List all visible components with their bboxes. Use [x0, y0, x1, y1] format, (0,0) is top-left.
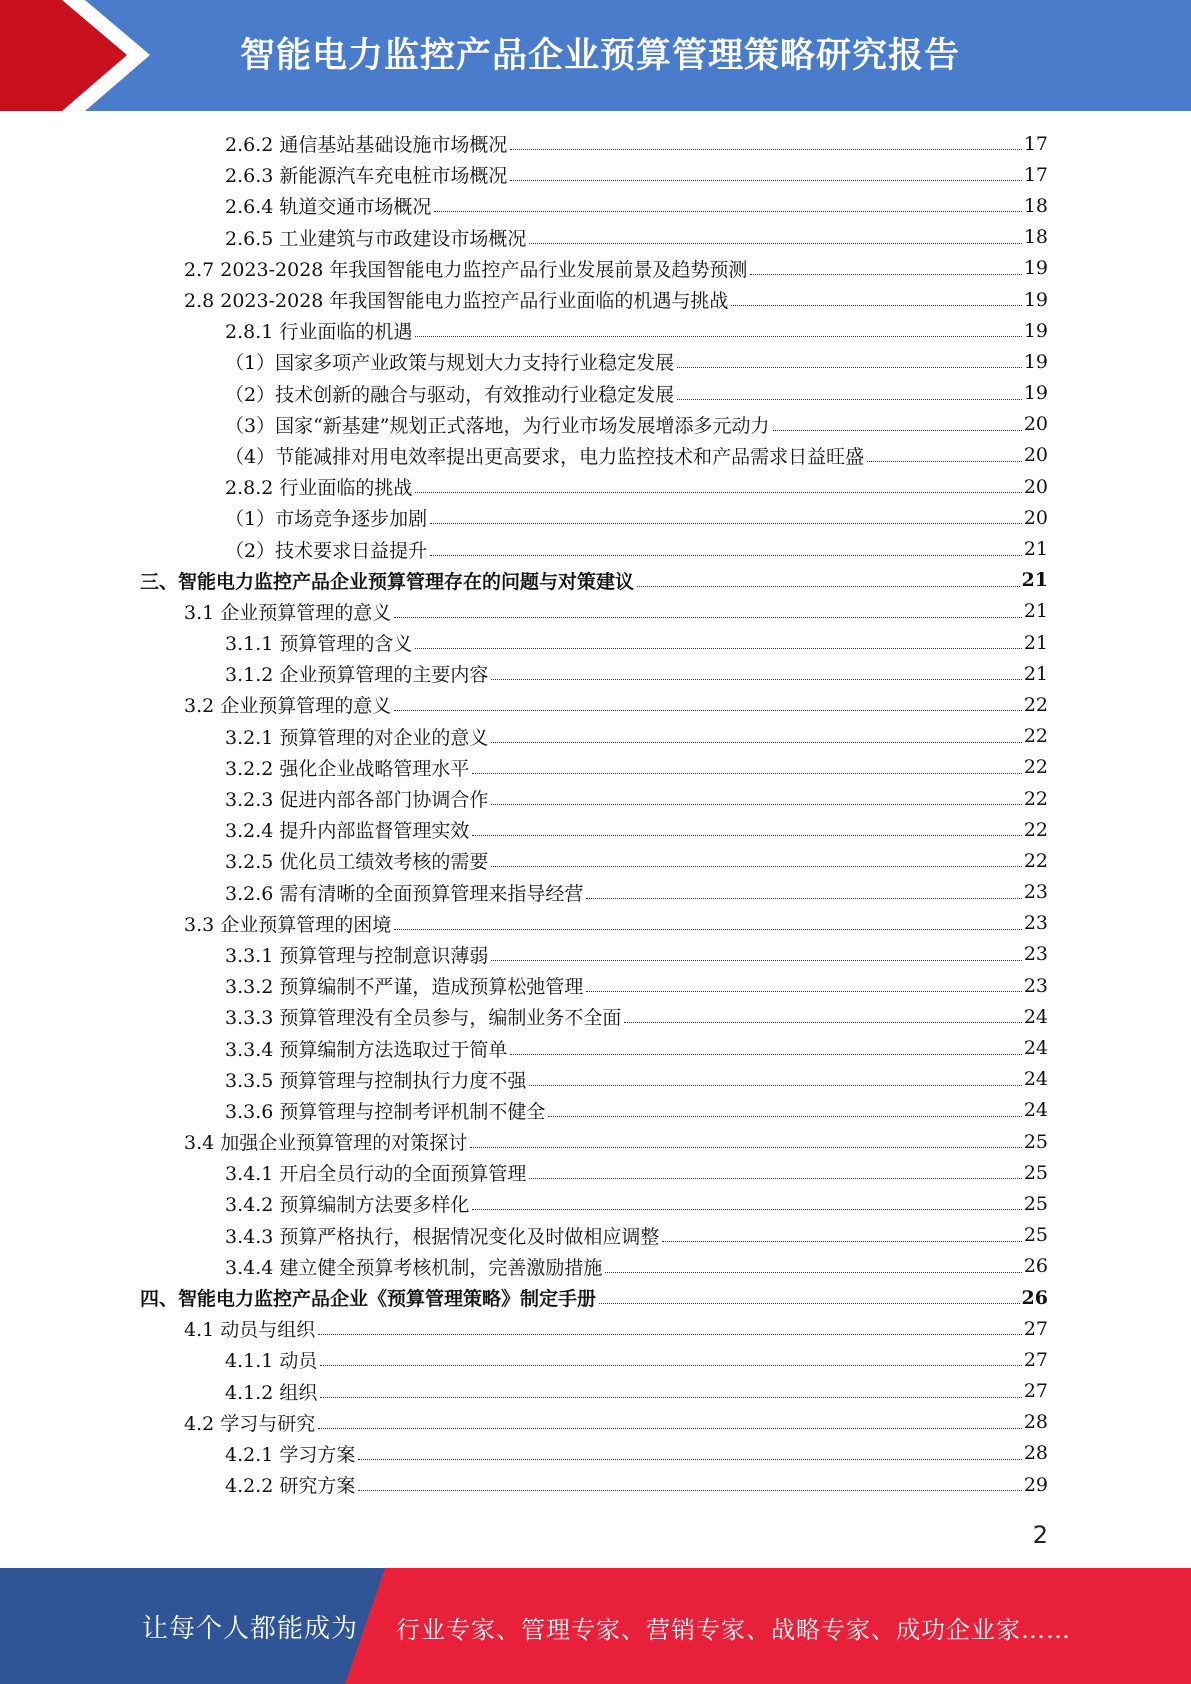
toc-entry[interactable]	[140, 1095, 1048, 1126]
toc-entry[interactable]	[140, 1313, 1048, 1344]
toc-entry-page: 24	[1023, 1068, 1048, 1091]
page-footer	[0, 1568, 1191, 1684]
toc-entry[interactable]	[140, 128, 1048, 159]
toc-entry-title: 2.8 2023-2028 年我国智能电力监控产品行业面临的机遇与挑战	[184, 286, 728, 313]
toc-dot-leader	[491, 679, 1021, 680]
toc-entry[interactable]	[140, 939, 1048, 970]
toc-entry-page: 21	[1023, 538, 1048, 561]
toc-entry-title: （1）国家多项产业政策与规划大力支持行业稳定发展	[225, 348, 674, 375]
document-title: 智能电力监控产品企业预算管理策略研究报告	[240, 36, 961, 76]
toc-entry-page: 22	[1023, 787, 1048, 810]
toc-dot-leader	[472, 835, 1021, 836]
toc-dot-leader	[415, 492, 1021, 493]
toc-dot-leader	[358, 1490, 1021, 1491]
toc-entry-title: 3.4.1 开启全员行动的全面预算管理	[225, 1159, 526, 1186]
toc-entry[interactable]	[140, 315, 1048, 346]
toc-entry-page: 23	[1023, 943, 1048, 966]
toc-entry-title: 3.3.2 预算编制不严谨，造成预算松弛管理	[225, 972, 583, 999]
toc-entry[interactable]	[140, 627, 1048, 658]
toc-dot-leader	[358, 1459, 1021, 1460]
footer-slogan-left: 让每个人都能成为	[142, 1614, 359, 1644]
toc-entry[interactable]	[140, 1376, 1048, 1407]
toc-entry[interactable]	[140, 253, 1048, 284]
toc-entry-page: 21	[1021, 569, 1048, 592]
toc-entry[interactable]	[140, 1438, 1048, 1469]
toc-entry-page: 23	[1023, 974, 1048, 997]
toc-entry[interactable]	[140, 1251, 1048, 1282]
toc-entry-title: 4.1.2 组织	[225, 1378, 317, 1405]
toc-entry[interactable]	[140, 222, 1048, 253]
toc-dot-leader	[415, 336, 1021, 337]
toc-dot-leader	[430, 555, 1022, 556]
toc-entry-page: 27	[1023, 1317, 1048, 1340]
toc-entry-page: 25	[1023, 1224, 1048, 1247]
toc-entry-title: 3.1 企业预算管理的意义	[184, 598, 391, 625]
toc-dot-leader	[773, 430, 1022, 431]
toc-entry[interactable]	[140, 877, 1048, 908]
toc-entry[interactable]	[140, 1001, 1048, 1032]
toc-entry-title: 4.2.1 学习方案	[225, 1440, 355, 1467]
toc-dot-leader	[320, 1365, 1021, 1366]
toc-entry-page: 25	[1023, 1130, 1048, 1153]
toc-entry-title: 3.3 企业预算管理的困境	[184, 910, 391, 937]
toc-entry-page: 22	[1023, 756, 1048, 779]
toc-entry[interactable]	[140, 1064, 1048, 1095]
toc-dot-leader	[510, 149, 1021, 150]
toc-dot-leader	[548, 1116, 1021, 1117]
toc-dot-leader	[731, 305, 1021, 306]
toc-dot-leader	[662, 1241, 1021, 1242]
toc-entry[interactable]	[140, 190, 1048, 221]
toc-entry[interactable]	[140, 970, 1048, 1001]
toc-entry-page: 19	[1023, 319, 1048, 342]
toc-dot-leader	[394, 710, 1022, 711]
toc-entry-title: 3.3.5 预算管理与控制执行力度不强	[225, 1066, 526, 1093]
toc-entry-title: 2.7 2023-2028 年我国智能电力监控产品行业发展前景及趋势预测	[184, 255, 747, 282]
toc-entry-page: 20	[1023, 475, 1048, 498]
toc-entry-page: 28	[1023, 1442, 1048, 1465]
toc-entry-page: 20	[1023, 444, 1048, 467]
toc-entry-page: 26	[1021, 1286, 1048, 1309]
toc-entry[interactable]	[140, 689, 1048, 720]
toc-entry[interactable]	[140, 596, 1048, 627]
footer-slogan-right: 行业专家、管理专家、营销专家、战略专家、成功企业家……	[396, 1616, 1071, 1644]
toc-entry-page: 27	[1023, 1380, 1048, 1403]
toc-entry-title: 3.3.4 预算编制方法选取过于简单	[225, 1035, 507, 1062]
toc-entry-page: 18	[1023, 226, 1048, 249]
toc-dot-leader	[677, 367, 1022, 368]
toc-entry[interactable]	[140, 159, 1048, 190]
toc-dot-leader	[529, 243, 1021, 244]
toc-entry-title: 4.1.1 动员	[225, 1346, 317, 1373]
toc-entry[interactable]	[140, 565, 1048, 596]
toc-entry-page: 17	[1023, 163, 1048, 186]
toc-entry-title: 2.8.1 行业面临的机遇	[225, 317, 412, 344]
toc-entry[interactable]	[140, 284, 1048, 315]
toc-entry[interactable]	[140, 1126, 1048, 1157]
toc-entry[interactable]	[140, 1032, 1048, 1063]
toc-entry-page: 24	[1023, 1099, 1048, 1122]
toc-entry-page: 19	[1023, 350, 1048, 373]
toc-entry-page: 22	[1023, 818, 1048, 841]
toc-entry[interactable]	[140, 1188, 1048, 1219]
toc-dot-leader	[867, 461, 1022, 462]
toc-dot-leader	[510, 180, 1021, 181]
toc-dot-leader	[434, 211, 1021, 212]
toc-entry-page: 19	[1023, 288, 1048, 311]
toc-entry-page: 21	[1023, 600, 1048, 623]
page-header	[0, 0, 1191, 111]
toc-dot-leader	[637, 586, 1020, 587]
toc-entry-title: 3.2.1 预算管理的对企业的意义	[225, 723, 488, 750]
toc-dot-leader	[586, 991, 1021, 992]
toc-entry[interactable]	[140, 1469, 1048, 1500]
toc-entry[interactable]	[140, 658, 1048, 689]
toc-entry-title: 2.6.2 通信基站基础设施市场概况	[225, 130, 507, 157]
toc-entry-title: 2.8.2 行业面临的挑战	[225, 473, 412, 500]
toc-dot-leader	[529, 1085, 1021, 1086]
toc-entry-page: 24	[1023, 1037, 1048, 1060]
toc-entry[interactable]	[140, 533, 1048, 564]
toc-entry-title: 2.6.5 工业建筑与市政建设市场概况	[225, 224, 526, 251]
toc-entry-title: 3.1.2 企业预算管理的主要内容	[225, 660, 488, 687]
toc-dot-leader	[491, 866, 1021, 867]
toc-entry-title: 2.6.3 新能源汽车充电桩市场概况	[225, 161, 507, 188]
toc-dot-leader	[318, 1428, 1022, 1429]
toc-entry[interactable]	[140, 502, 1048, 533]
toc-dot-leader	[472, 1209, 1021, 1210]
toc-entry[interactable]	[140, 1282, 1048, 1313]
toc-entry[interactable]	[140, 409, 1048, 440]
toc-entry-page: 20	[1023, 506, 1048, 529]
toc-entry-page: 24	[1023, 1005, 1048, 1028]
toc-dot-leader	[415, 648, 1021, 649]
toc-entry-page: 19	[1023, 382, 1048, 405]
toc-dot-leader	[491, 960, 1021, 961]
toc-entry-title: 3.4 加强企业预算管理的对策探讨	[184, 1128, 467, 1155]
toc-dot-leader	[624, 1022, 1021, 1023]
toc-entry-title: 四、智能电力监控产品企业《预算管理策略》制定手册	[140, 1284, 596, 1311]
toc-entry[interactable]	[140, 1220, 1048, 1251]
toc-entry-title: 3.2.5 优化员工绩效考核的需要	[225, 847, 488, 874]
toc-entry-page: 22	[1023, 693, 1048, 716]
toc-dot-leader	[586, 898, 1021, 899]
toc-entry-page: 23	[1023, 881, 1048, 904]
toc-dot-leader	[529, 1178, 1021, 1179]
toc-entry[interactable]	[140, 752, 1048, 783]
toc-entry-title: 4.1 动员与组织	[184, 1315, 315, 1342]
toc-entry-title: 3.1.1 预算管理的含义	[225, 629, 412, 656]
toc-entry-title: （2）技术要求日益提升	[225, 536, 427, 563]
toc-entry-title: 4.2.2 研究方案	[225, 1471, 355, 1498]
toc-entry-title: 3.3.3 预算管理没有全员参与，编制业务不全面	[225, 1003, 621, 1030]
toc-entry[interactable]	[140, 1407, 1048, 1438]
toc-entry-page: 21	[1023, 662, 1048, 685]
toc-entry-title: 3.2.6 需有清晰的全面预算管理来指导经营	[225, 879, 583, 906]
toc-dot-leader	[394, 617, 1022, 618]
toc-entry-page: 27	[1023, 1348, 1048, 1371]
toc-entry-page: 21	[1023, 631, 1048, 654]
toc-dot-leader	[430, 523, 1022, 524]
toc-entry-page: 19	[1023, 257, 1048, 280]
toc-entry-title: 三、智能电力监控产品企业预算管理存在的问题与对策建议	[140, 567, 634, 594]
toc-dot-leader	[510, 1054, 1021, 1055]
toc-entry-page: 20	[1023, 413, 1048, 436]
toc-entry-title: 2.6.4 轨道交通市场概况	[225, 192, 431, 219]
toc-entry[interactable]	[140, 378, 1048, 409]
toc-entry-title: （1）市场竞争逐步加剧	[225, 504, 427, 531]
toc-entry-title: 3.2 企业预算管理的意义	[184, 691, 391, 718]
toc-entry-page: 25	[1023, 1192, 1048, 1215]
toc-dot-leader	[599, 1303, 1020, 1304]
toc-entry[interactable]	[140, 814, 1048, 845]
toc-dot-leader	[605, 1272, 1021, 1273]
toc-entry-title: 3.3.1 预算管理与控制意识薄弱	[225, 941, 488, 968]
toc-entry-page: 22	[1023, 849, 1048, 872]
toc-dot-leader	[320, 1397, 1021, 1398]
toc-entry-title: （4）节能减排对用电效率提出更高要求，电力监控技术和产品需求日益旺盛	[225, 442, 864, 469]
toc-entry-page: 25	[1023, 1161, 1048, 1184]
toc-entry-title: 3.3.6 预算管理与控制考评机制不健全	[225, 1097, 545, 1124]
toc-entry-title: （2）技术创新的融合与驱动，有效推动行业稳定发展	[225, 380, 674, 407]
toc-entry-page: 26	[1023, 1255, 1048, 1278]
toc-entry-page: 29	[1023, 1473, 1048, 1496]
toc-dot-leader	[677, 399, 1022, 400]
toc-entry[interactable]	[140, 346, 1048, 377]
toc-entry[interactable]	[140, 1157, 1048, 1188]
toc-dot-leader	[470, 1147, 1022, 1148]
toc-entry-title: 4.2 学习与研究	[184, 1409, 315, 1436]
page-number: 2	[1032, 1521, 1048, 1549]
toc-entry[interactable]	[140, 845, 1048, 876]
toc-entry-title: 3.4.3 预算严格执行，根据情况变化及时做相应调整	[225, 1222, 659, 1249]
toc-entry-page: 23	[1023, 912, 1048, 935]
toc-entry-page: 17	[1023, 132, 1048, 155]
toc-entry-title: 3.4.4 建立健全预算考核机制，完善激励措施	[225, 1253, 602, 1280]
table-of-contents	[140, 128, 1048, 1500]
toc-entry-title: 3.2.2 强化企业战略管理水平	[225, 754, 469, 781]
toc-entry[interactable]	[140, 721, 1048, 752]
toc-entry-page: 28	[1023, 1411, 1048, 1434]
toc-entry-title: 3.2.3 促进内部各部门协调合作	[225, 785, 488, 812]
toc-entry[interactable]	[140, 908, 1048, 939]
toc-dot-leader	[394, 929, 1022, 930]
toc-entry-title: （3）国家“新基建”规划正式落地，为行业市场发展增添多元动力	[225, 411, 770, 438]
toc-dot-leader	[318, 1334, 1022, 1335]
toc-entry-page: 22	[1023, 725, 1048, 748]
toc-entry[interactable]	[140, 783, 1048, 814]
toc-dot-leader	[491, 742, 1021, 743]
toc-entry[interactable]	[140, 440, 1048, 471]
toc-entry-title: 3.4.2 预算编制方法要多样化	[225, 1190, 469, 1217]
toc-entry-title: 3.2.4 提升内部监督管理实效	[225, 816, 469, 843]
toc-dot-leader	[472, 773, 1021, 774]
toc-entry-page: 18	[1023, 194, 1048, 217]
toc-entry[interactable]	[140, 1344, 1048, 1375]
toc-entry[interactable]	[140, 471, 1048, 502]
toc-dot-leader	[491, 804, 1021, 805]
toc-dot-leader	[750, 274, 1021, 275]
